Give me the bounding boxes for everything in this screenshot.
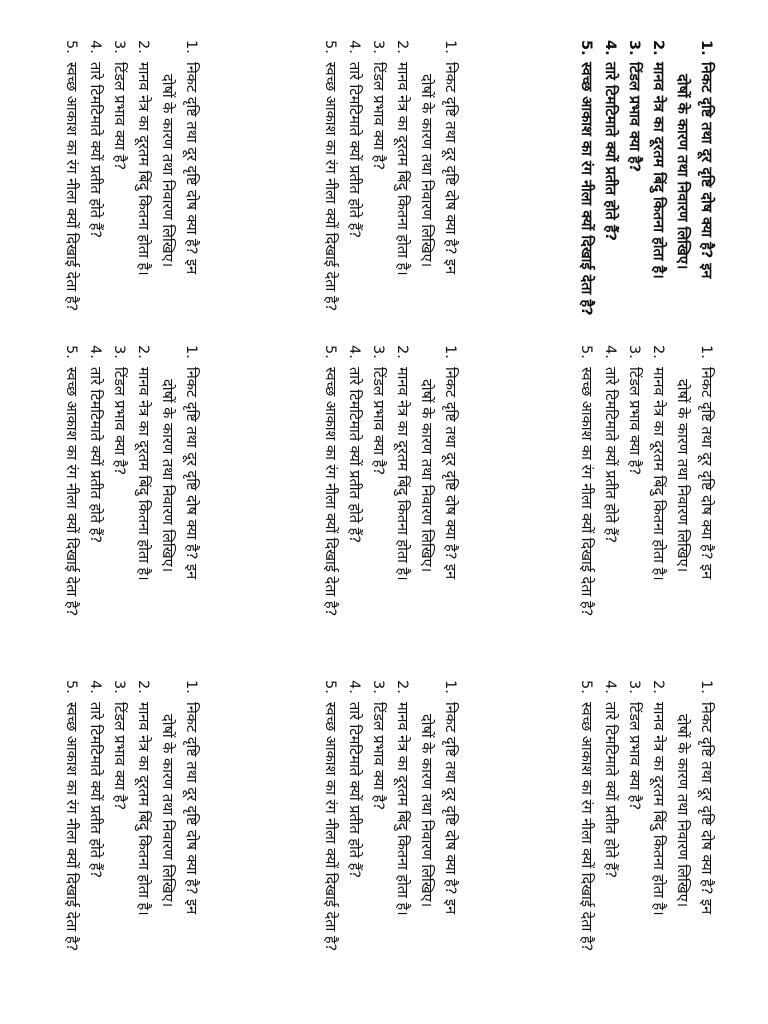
- question-number: 1.: [698, 680, 714, 694]
- question-number: 3.: [370, 345, 386, 359]
- question-text: टिंडल प्रभाव क्या है?: [370, 702, 386, 811]
- question-text: स्वच्छ आकाश का रंग नीला क्यों दिखाई देता है?: [322, 367, 338, 617]
- question-number: 1.: [183, 40, 199, 54]
- question-number: 4.: [87, 40, 103, 54]
- question-list: [574, 680, 718, 980]
- question-number: 3.: [111, 680, 127, 694]
- question-item: [59, 680, 83, 980]
- question-number: 4.: [602, 40, 618, 56]
- question-list: [59, 680, 203, 980]
- question-item: [318, 345, 342, 645]
- question-number: 2.: [135, 345, 151, 359]
- question-item: [598, 345, 622, 645]
- question-number: 1.: [442, 40, 458, 54]
- question-text: तारे टिमटिमाते क्यों प्रतीत होते हैं?: [602, 702, 618, 879]
- question-number: 2.: [135, 40, 151, 54]
- question-number: 1.: [698, 345, 714, 359]
- question-number: 4.: [87, 680, 103, 694]
- question-item: [598, 680, 622, 980]
- question-text: स्वच्छ आकाश का रंग नीला क्यों दिखाई देता है?: [578, 367, 594, 617]
- question-text: स्वच्छ आकाश का रंग नीला क्यों दिखाई देता है?: [63, 367, 79, 617]
- question-list: [59, 345, 203, 645]
- question-text: स्वच्छ आकाश का रंग नीला क्यों दिखाई देता है?: [578, 702, 594, 952]
- question-number: 5.: [578, 345, 594, 359]
- question-text: तारे टिमटिमाते क्यों प्रतीत होते हैं?: [346, 62, 362, 239]
- question-text: तारे टिमटिमाते क्यों प्रतीत होते हैं?: [87, 62, 103, 239]
- question-text: निकट दृष्टि तथा दूर दृष्टि दोष क्या है? इन: [183, 62, 199, 275]
- question-number: 1.: [698, 40, 714, 56]
- question-card: [574, 345, 718, 645]
- question-text-continuation: दोषों के कारण तथा निवारण लिखिए।: [159, 74, 175, 268]
- question-item: [83, 345, 107, 645]
- question-item: [622, 345, 646, 645]
- question-number: 4.: [602, 345, 618, 359]
- question-text-continuation: दोषों के कारण तथा निवारण लिखिए।: [674, 379, 690, 573]
- question-number: 2.: [650, 40, 666, 56]
- question-number: 5.: [63, 680, 79, 694]
- question-number: 4.: [346, 680, 362, 694]
- question-number: 5.: [322, 345, 338, 359]
- question-text-continuation: दोषों के कारण तथा निवारण लिखिए।: [159, 714, 175, 908]
- question-text: निकट दृष्टि तथा दूर दृष्टि दोष क्या है? इन: [442, 367, 458, 580]
- question-number: 3.: [111, 345, 127, 359]
- question-text: तारे टिमटिमाते क्यों प्रतीत होते हैं?: [346, 367, 362, 544]
- question-item: [366, 345, 390, 645]
- question-item: [670, 680, 718, 980]
- question-number: 5.: [63, 345, 79, 359]
- question-number: 2.: [650, 680, 666, 694]
- question-number: 3.: [370, 40, 386, 54]
- question-text: मानव नेत्र का दूरतम बिंदु कितना होता है।: [135, 702, 151, 916]
- question-item: [366, 680, 390, 980]
- question-text: टिंडल प्रभाव क्या है?: [626, 702, 642, 811]
- question-number: 2.: [394, 40, 410, 54]
- question-text-continuation: दोषों के कारण तथा निवारण लिखिए।: [418, 74, 434, 268]
- question-list: [574, 345, 718, 645]
- question-text: स्वच्छ आकाश का रंग नीला क्यों दिखाई देता है?: [63, 62, 79, 312]
- question-text: टिंडल प्रभाव क्या है?: [111, 62, 127, 171]
- question-item: [414, 680, 462, 980]
- question-list: [318, 345, 462, 645]
- question-number: 5.: [578, 680, 594, 694]
- question-card: [59, 680, 203, 980]
- question-text: टिंडल प्रभाव क्या है?: [370, 367, 386, 476]
- question-item: [83, 680, 107, 980]
- question-text: निकट दृष्टि तथा दूर दृष्टि दोष क्या है? इन: [183, 702, 199, 915]
- question-number: 4.: [346, 40, 362, 54]
- question-text: तारे टिमटिमाते क्यों प्रतीत होते हैं?: [87, 702, 103, 879]
- question-text-continuation: दोषों के कारण तथा निवारण लिखिए।: [674, 74, 690, 270]
- question-text: मानव नेत्र का दूरतम बिंदु कितना होता है।: [394, 702, 410, 916]
- question-card: [318, 680, 462, 980]
- question-item: [646, 345, 670, 645]
- question-text: तारे टिमटिमाते क्यों प्रतीत होते हैं?: [346, 702, 362, 879]
- question-number: 3.: [626, 40, 642, 56]
- question-number: 1.: [442, 345, 458, 359]
- question-number: 5.: [322, 680, 338, 694]
- question-item: [131, 680, 155, 980]
- question-item: [622, 680, 646, 980]
- question-number: 2.: [135, 680, 151, 694]
- question-text: निकट दृष्टि तथा दूर दृष्टि दोष क्या है? इन: [442, 702, 458, 915]
- question-text: स्वच्छ आकाश का रंग नीला क्यों दिखाई देता है?: [322, 702, 338, 952]
- question-item: [342, 345, 366, 645]
- question-text: स्वच्छ आकाश का रंग नीला क्यों दिखाई देता है?: [578, 62, 594, 316]
- question-item: [131, 345, 155, 645]
- question-card: [59, 345, 203, 645]
- question-text: निकट दृष्टि तथा दूर दृष्टि दोष क्या है? इन: [698, 702, 714, 915]
- question-item: [155, 680, 203, 980]
- question-number: 3.: [626, 345, 642, 359]
- question-text: मानव नेत्र का दूरतम बिंदु कितना होता है।: [650, 367, 666, 581]
- question-item: [107, 680, 131, 980]
- question-item: [318, 680, 342, 980]
- question-text: मानव नेत्र का दूरतम बिंदु कितना होता है।: [394, 367, 410, 581]
- question-number: 2.: [650, 345, 666, 359]
- question-item: [646, 680, 670, 980]
- question-text: टिंडल प्रभाव क्या है?: [111, 367, 127, 476]
- question-number: 2.: [394, 680, 410, 694]
- question-text-continuation: दोषों के कारण तथा निवारण लिखिए।: [159, 379, 175, 573]
- question-item: [59, 345, 83, 645]
- question-number: 5.: [63, 40, 79, 54]
- question-item: [155, 345, 203, 645]
- question-text-continuation: दोषों के कारण तथा निवारण लिखिए।: [674, 714, 690, 908]
- question-list: [318, 680, 462, 980]
- question-item: [670, 345, 718, 645]
- question-text: मानव नेत्र का दूरतम बिंदु कितना होता है।: [135, 62, 151, 276]
- question-item: [414, 345, 462, 645]
- question-text: मानव नेत्र का दूरतम बिंदु कितना होता है।: [394, 62, 410, 276]
- question-text: मानव नेत्र का दूरतम बिंदु कितना होता है।: [135, 367, 151, 581]
- question-number: 1.: [442, 680, 458, 694]
- question-text: तारे टिमटिमाते क्यों प्रतीत होते हैं?: [602, 367, 618, 544]
- question-text: स्वच्छ आकाश का रंग नीला क्यों दिखाई देता है?: [63, 702, 79, 952]
- question-text: तारे टिमटिमाते क्यों प्रतीत होते हैं?: [87, 367, 103, 544]
- question-text: मानव नेत्र का दूरतम बिंदु कितना होता है।: [650, 62, 666, 279]
- question-item: [574, 680, 598, 980]
- question-number: 4.: [346, 345, 362, 359]
- question-text: टिंडल प्रभाव क्या है?: [626, 367, 642, 476]
- question-text: टिंडल प्रभाव क्या है?: [111, 702, 127, 811]
- question-number: 2.: [394, 345, 410, 359]
- question-number: 4.: [87, 345, 103, 359]
- question-text: तारे टिमटिमाते क्यों प्रतीत होते हैं?: [602, 62, 618, 241]
- question-text: निकट दृष्टि तथा दूर दृष्टि दोष क्या है? इन: [442, 62, 458, 275]
- question-item: [574, 345, 598, 645]
- question-card: [574, 680, 718, 980]
- question-item: [107, 345, 131, 645]
- question-item: [390, 680, 414, 980]
- question-text-continuation: दोषों के कारण तथा निवारण लिखिए।: [418, 714, 434, 908]
- question-text: मानव नेत्र का दूरतम बिंदु कितना होता है।: [650, 702, 666, 916]
- question-number: 3.: [626, 680, 642, 694]
- question-text: निकट दृष्टि तथा दूर दृष्टि दोष क्या है? इन: [698, 367, 714, 580]
- question-number: 4.: [602, 680, 618, 694]
- question-text: टिंडल प्रभाव क्या है?: [370, 62, 386, 171]
- question-number: 1.: [183, 345, 199, 359]
- question-card: [318, 345, 462, 645]
- question-text: निकट दृष्टि तथा दूर दृष्टि दोष क्या है? इन: [698, 62, 714, 279]
- question-text: स्वच्छ आकाश का रंग नीला क्यों दिखाई देता है?: [322, 62, 338, 312]
- question-text: टिंडल प्रभाव क्या है?: [626, 62, 642, 173]
- question-number: 3.: [111, 40, 127, 54]
- question-text-continuation: दोषों के कारण तथा निवारण लिखिए।: [418, 379, 434, 573]
- question-number: 1.: [183, 680, 199, 694]
- question-item: [390, 345, 414, 645]
- question-item: [342, 680, 366, 980]
- question-number: 3.: [370, 680, 386, 694]
- question-number: 5.: [578, 40, 594, 56]
- question-number: 5.: [322, 40, 338, 54]
- question-text: निकट दृष्टि तथा दूर दृष्टि दोष क्या है? इन: [183, 367, 199, 580]
